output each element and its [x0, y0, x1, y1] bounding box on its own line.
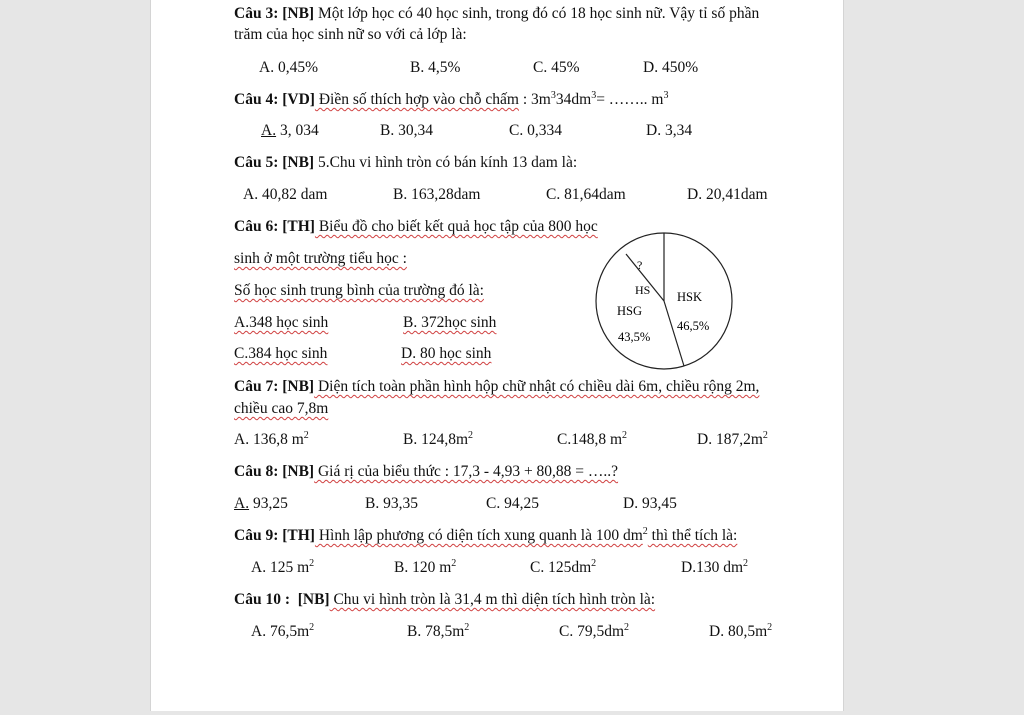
- q7-option-c-sup: 2: [622, 429, 628, 441]
- q10-option-b-value: B. 78,5m: [407, 623, 465, 640]
- q10-option-d-sup: 2: [767, 621, 773, 633]
- q6-line-3: Số học sinh trung bình của trường đó là:: [234, 282, 484, 299]
- q4-sup-2: 3: [591, 89, 597, 101]
- q10-option-b[interactable]: [407, 622, 469, 642]
- q4-text-c: 34dm: [555, 91, 592, 108]
- q7-option-c-value: C.148,8 m: [557, 431, 623, 448]
- q4-text-b: : 3m: [519, 91, 551, 108]
- document-page: [150, 0, 844, 711]
- q9-option-b-value: B. 120 m: [394, 559, 452, 576]
- q8-option-c[interactable]: C. 94,25: [486, 495, 539, 512]
- q6-option-a[interactable]: A.348 học sinh: [234, 314, 329, 331]
- q9-text-b: thì thể tích là:: [647, 527, 738, 544]
- q10-option-b-sup: 2: [464, 621, 470, 633]
- q6-option-c[interactable]: C.384 học sinh: [234, 345, 328, 362]
- q8-option-b[interactable]: B. 93,35: [365, 495, 418, 512]
- q7-option-a-value: A. 136,8 m: [234, 431, 304, 448]
- q3-line-1: [234, 4, 759, 24]
- q4-option-c[interactable]: C. 0,334: [509, 122, 562, 139]
- q9-sup: 2: [642, 525, 648, 537]
- q3-option-a[interactable]: A. 0,45%: [259, 59, 318, 76]
- q7-option-d-sup: 2: [762, 429, 768, 441]
- q6-line-2: sinh ở một trường tiểu học :: [234, 250, 407, 267]
- q8-option-a[interactable]: [234, 494, 288, 514]
- q5-option-b[interactable]: B. 163,28dam: [393, 186, 481, 203]
- q3-head: Câu 3: [NB]: [234, 5, 315, 22]
- q7-text-1: Diện tích toàn phần hình hộp chữ nhật có chiều dài 6m, chiều rộng 2m,: [314, 378, 760, 395]
- q4-line: [234, 90, 669, 110]
- q8-option-d[interactable]: D. 93,45: [623, 495, 677, 512]
- q10-option-d-value: D. 80,5m: [709, 623, 768, 640]
- q9-option-d-value: D.130 dm: [681, 559, 743, 576]
- q9-line: [234, 526, 737, 546]
- q9-option-a[interactable]: [251, 558, 314, 578]
- q8-line: [234, 462, 618, 482]
- q4-sup-3: 3: [663, 89, 669, 101]
- q7-option-b-value: B. 124,8m: [403, 431, 469, 448]
- q4-option-a-value: 3, 034: [276, 122, 319, 139]
- q9-option-a-sup: 2: [309, 557, 315, 569]
- q8-option-a-value: 93,25: [249, 495, 288, 512]
- q8-text: Giá rị của biểu thức : 17,3 - 4,93 + 80,88 = …..?: [314, 463, 619, 480]
- q7-line-1: [234, 377, 759, 397]
- q5-head: Câu 5: [NB]: [234, 154, 315, 171]
- q7-head: Câu 7: [NB]: [234, 378, 315, 395]
- q9-head: Câu 9: [TH]: [234, 527, 315, 544]
- q7-option-c[interactable]: [557, 430, 627, 450]
- q9-option-d-sup: 2: [743, 557, 748, 569]
- q6-option-d[interactable]: D. 80 học sinh: [401, 345, 492, 362]
- pie-label-hsk: HSK: [677, 290, 703, 304]
- q9-option-c[interactable]: [530, 558, 596, 578]
- q9-option-b[interactable]: [394, 558, 456, 578]
- pie-label-unknown: ?: [637, 258, 643, 272]
- q4-text-a: Điền số thích hợp vào chỗ chấm: [314, 91, 519, 108]
- q10-line: [234, 590, 655, 610]
- pie-chart: [591, 228, 741, 378]
- q9-option-c-sup: 2: [591, 557, 597, 569]
- pie-label-hsg: HSG: [617, 304, 643, 318]
- q7-option-d-value: D. 187,2m: [697, 431, 763, 448]
- q4-head: Câu 4: [VD]: [234, 91, 315, 108]
- q10-option-c[interactable]: [559, 622, 629, 642]
- q9-option-c-value: C. 125dm: [530, 559, 592, 576]
- q4-option-d[interactable]: D. 3,34: [646, 122, 693, 139]
- q10-head: Câu 10 :: [234, 591, 290, 608]
- q10-head-level: [NB]: [297, 591, 330, 608]
- q5-option-c[interactable]: C. 81,64dam: [546, 186, 626, 203]
- q10-option-a[interactable]: [251, 622, 314, 642]
- q3-line-2: trăm của học sinh nữ so với cả lớp là:: [234, 26, 467, 43]
- q3-option-c[interactable]: C. 45%: [533, 59, 580, 76]
- q5-option-d[interactable]: D. 20,41dam: [687, 186, 768, 203]
- q8-option-a-letter: A.: [234, 495, 250, 512]
- q4-option-a[interactable]: [261, 121, 319, 141]
- q3-option-b[interactable]: B. 4,5%: [410, 59, 461, 76]
- q6-text-1: Biểu đồ cho biết kết quả học tập của 800 học: [314, 218, 598, 235]
- q7-option-b[interactable]: [403, 430, 473, 450]
- q10-text: Chu vi hình tròn là 31,4 m thì diện tích hình tròn là:: [329, 591, 656, 608]
- q10-option-c-value: C. 79,5dm: [559, 623, 625, 640]
- q5-line: [234, 153, 577, 173]
- q7-option-d[interactable]: [697, 430, 768, 450]
- q6-line-1: [234, 217, 598, 237]
- pie-label-hs: HS: [635, 283, 651, 297]
- q7-option-a-sup: 2: [303, 429, 309, 441]
- q9-text-a: Hình lập phương có diện tích xung quanh là 100 dm: [314, 527, 643, 544]
- q9-option-d[interactable]: [681, 558, 748, 578]
- q4-option-a-letter: A.: [261, 122, 277, 139]
- q10-option-a-sup: 2: [309, 621, 315, 633]
- pie-value-hsg: 43,5%: [618, 330, 651, 344]
- q3-option-d[interactable]: D. 450%: [643, 59, 699, 76]
- q4-text-d: = …….. m: [596, 91, 664, 108]
- q10-option-d[interactable]: [709, 622, 772, 642]
- q3-text-1: Một lớp học có 40 học sinh, trong đó có 18 học sinh nữ. Vậy tỉ số phần: [314, 5, 760, 22]
- q9-option-b-sup: 2: [451, 557, 457, 569]
- q6-head: Câu 6: [TH]: [234, 218, 315, 235]
- q9-option-a-value: A. 125 m: [251, 559, 310, 576]
- q4-sup-1: 3: [550, 89, 556, 101]
- q7-option-a[interactable]: [234, 430, 309, 450]
- pie-value-hsk: 46,5%: [677, 319, 710, 333]
- q10-option-a-value: A. 76,5m: [251, 623, 310, 640]
- q7-line-2: chiều cao 7,8m: [234, 400, 329, 417]
- q5-option-a[interactable]: A. 40,82 dam: [243, 186, 328, 203]
- q5-text: 5.Chu vi hình tròn có bán kính 13 dam là:: [314, 154, 578, 171]
- q8-head: Câu 8: [NB]: [234, 463, 315, 480]
- q10-option-c-sup: 2: [624, 621, 630, 633]
- q4-option-b[interactable]: B. 30,34: [380, 122, 433, 139]
- q6-option-b[interactable]: B. 372học sinh: [403, 314, 497, 331]
- q7-option-b-sup: 2: [468, 429, 474, 441]
